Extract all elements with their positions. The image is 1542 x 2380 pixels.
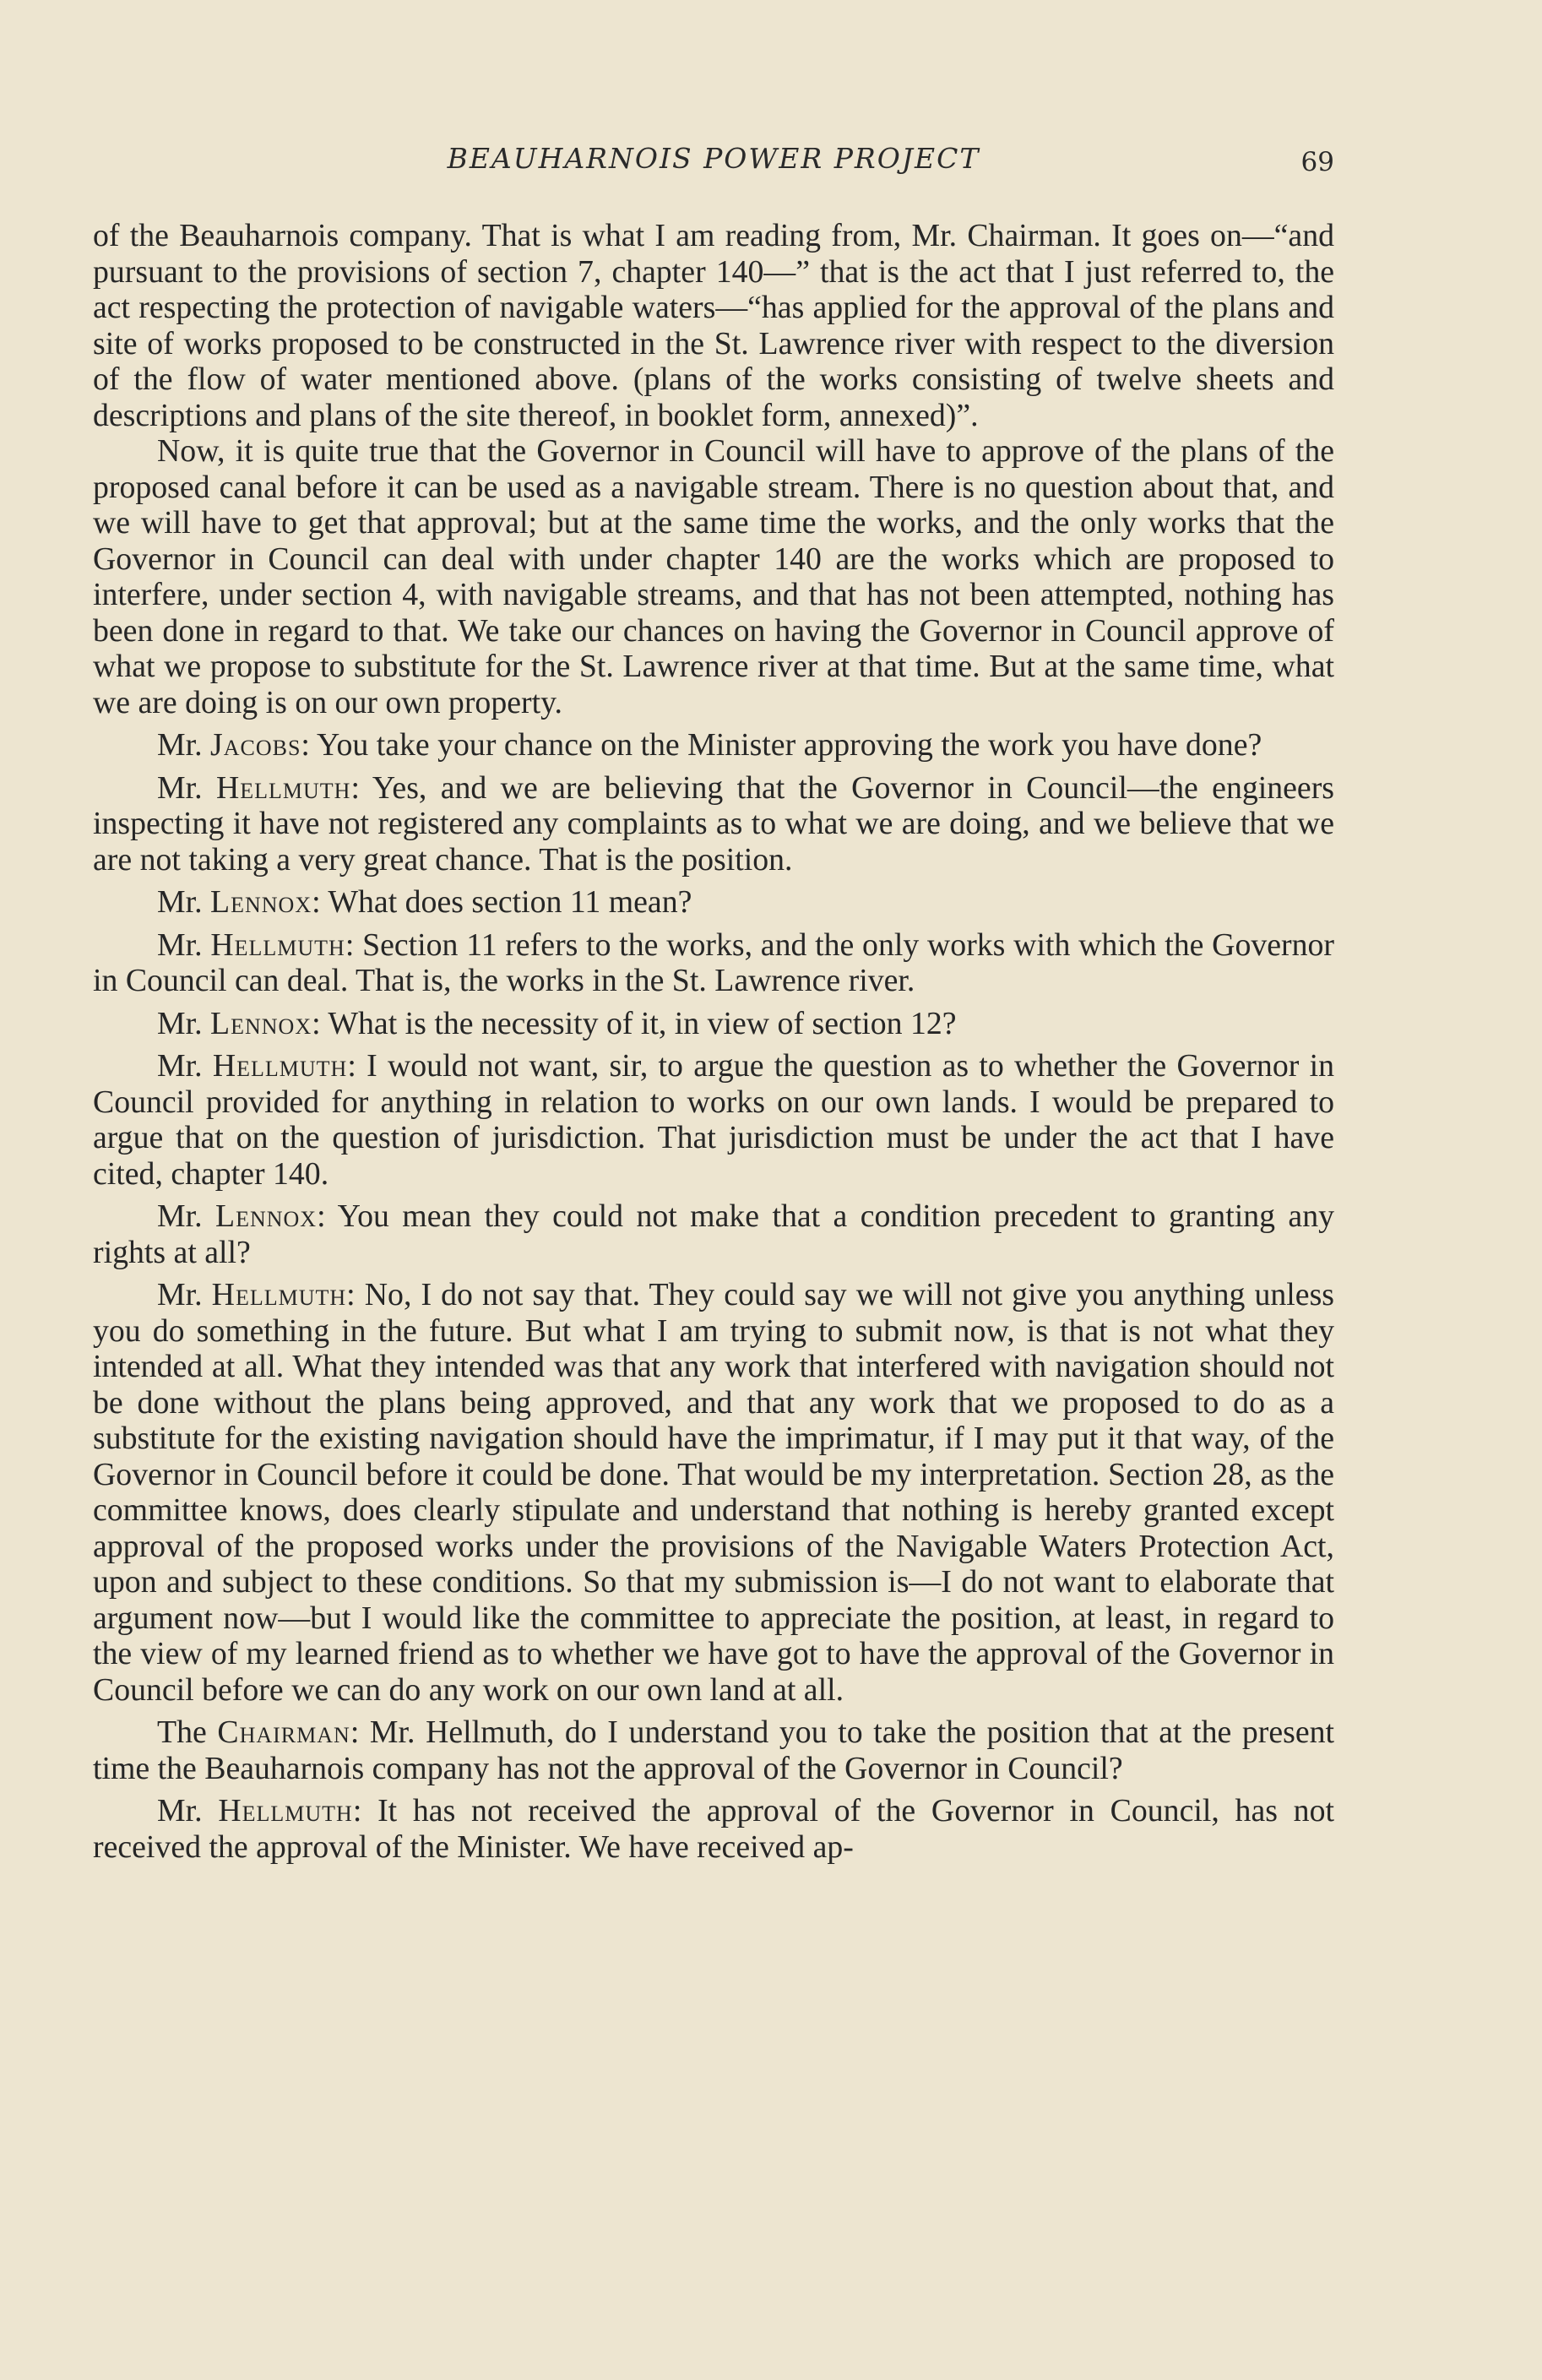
speaker-name: Lennox — [210, 884, 312, 920]
speech-paragraph — [93, 884, 1334, 921]
speaker-prefix: Mr. — [157, 1277, 212, 1312]
speech-paragraph — [93, 927, 1334, 999]
speaker-prefix: Mr. — [157, 769, 216, 806]
speech-paragraph — [93, 1048, 1334, 1192]
speaker-name: Hellmuth — [211, 1277, 347, 1312]
speech-paragraph — [93, 1714, 1334, 1786]
speech-text: : Mr. Hellmuth, do I understand you to take the position that at the present time the Beauharnois company has not the approval of the Governor in Council? — [93, 1714, 1334, 1786]
speech-text: : You take your chance on the Minister approving the work you have done? — [301, 727, 1262, 763]
page-number: 69 — [1300, 147, 1334, 177]
speaker-prefix: Mr. — [157, 1793, 219, 1828]
speech-text: : No, I do not say that. They could say we will not give you anything unless you do something in the future. But what I am trying to submit now, is that is not what they intended at all. What they intended was that any work that interfered with navigation should not be done without the plans being approved, and that any work that we proposed to do as a substitute for the existing navigation should have the imprimatur, if I may put it that way, of the Governor in Council before it could be done. That would be my interpretation. Section 28, as the committee knows, does clearly stipulate and understand that nothing is hereby granted except approval of the proposed works under the provisions of the Navigable Waters Protection Act, upon and subject to these conditions. So that my submission is—I do not want to elaborate that argument now—but I would like the committee to appreciate the position, at least, in regard to the view of my learned friend as to whether we have got to have the approval of the Governor in Council before we can do any work on our own land at all. — [93, 1277, 1334, 1708]
speaker-prefix: Mr. — [157, 1048, 213, 1084]
paragraph-text: of the Beauharnois company. That is what I am reading from, Mr. Chairman. It goes on—“and pursuant to the provisions of section 7, chapter 140—” that is the act that I just referred to, the act respecting the protection of navigable waters—“has applied for the approval of the plans and site of works proposed to be constructed in the St. Lawrence river with respect to the diversion of the flow of water mentioned above. (plans of the works consisting of twelve sheets and descriptions and plans of the site thereof, in booklet form, annexed)”. — [93, 218, 1334, 433]
paragraph-text: Now, it is quite true that the Governor in Council will have to approve of the plans of the proposed canal before it can be used as a navigable stream. There is no question about that, and we will have to get that approval; but at the same time the works, and the only works that the Governor in Council can deal with under chapter 140 are the works which are proposed to interfere, under section 4, with navigable streams, and that has not been attempted, nothing has been done in regard to that. We take our chances on having the Governor in Council approve of what we propose to substitute for the St. Lawrence river at that time. But at the same time, what we are doing is on our own property. — [93, 433, 1334, 720]
speaker-name: Hellmuth — [210, 926, 345, 963]
speech-paragraph — [93, 1793, 1334, 1865]
speaker-prefix: Mr. — [157, 884, 211, 920]
paragraph — [93, 218, 1334, 433]
speech-text: : You mean they could not make that a condition precedent to granting any rights at all? — [93, 1198, 1334, 1270]
speech-text: : What is the necessity of it, in view of section 12? — [312, 1005, 957, 1041]
speaker-name: Hellmuth — [215, 769, 351, 806]
running-head: BEAUHARNOIS POWER PROJECT — [447, 142, 980, 175]
speaker-prefix: Mr. — [157, 1005, 211, 1041]
speaker-prefix: Mr. — [157, 727, 211, 763]
speaker-name: Chairman — [217, 1714, 350, 1750]
speaker-name: Lennox — [214, 1198, 318, 1234]
speaker-prefix: Mr. — [157, 926, 211, 963]
speaker-name: Hellmuth — [212, 1048, 348, 1084]
speech-paragraph — [93, 1277, 1334, 1708]
speech-paragraph — [93, 1198, 1334, 1270]
page-header — [93, 142, 1334, 184]
speaker-prefix: Mr. — [157, 1198, 215, 1234]
speech-text: : It has not received the approval of the Governor in Council, has not received the approval of the Minister. We have received ap- — [93, 1793, 1334, 1865]
speech-paragraph — [93, 1006, 1334, 1042]
paragraph — [93, 433, 1334, 720]
body-text — [93, 218, 1334, 1865]
speech-text: : Section 11 refers to the works, and the only works with which the Governor in Council can deal. That is, the works in the St. Lawrence river. — [93, 926, 1334, 998]
speech-paragraph — [93, 727, 1334, 763]
speaker-name: Jacobs — [210, 727, 301, 763]
speech-text: : I would not want, sir, to argue the question as to whether the Governor in Council provided for anything in relation to works on our own lands. I would be prepared to argue that on the question of jurisdiction. That jurisdiction must be under the act that I have cited, chapter 140. — [93, 1048, 1334, 1192]
speaker-prefix: The — [157, 1714, 218, 1750]
speech-text: : Yes, and we are believing that the Governor in Council—the engineers inspecting it have not registered any complaints as to what we are doing, and we believe that we are not taking a very great chance. That is the position. — [93, 769, 1334, 878]
speaker-name: Lennox — [210, 1005, 312, 1041]
speech-paragraph — [93, 770, 1334, 878]
speaker-name: Hellmuth — [218, 1793, 353, 1828]
speech-text: : What does section 11 mean? — [312, 884, 692, 920]
